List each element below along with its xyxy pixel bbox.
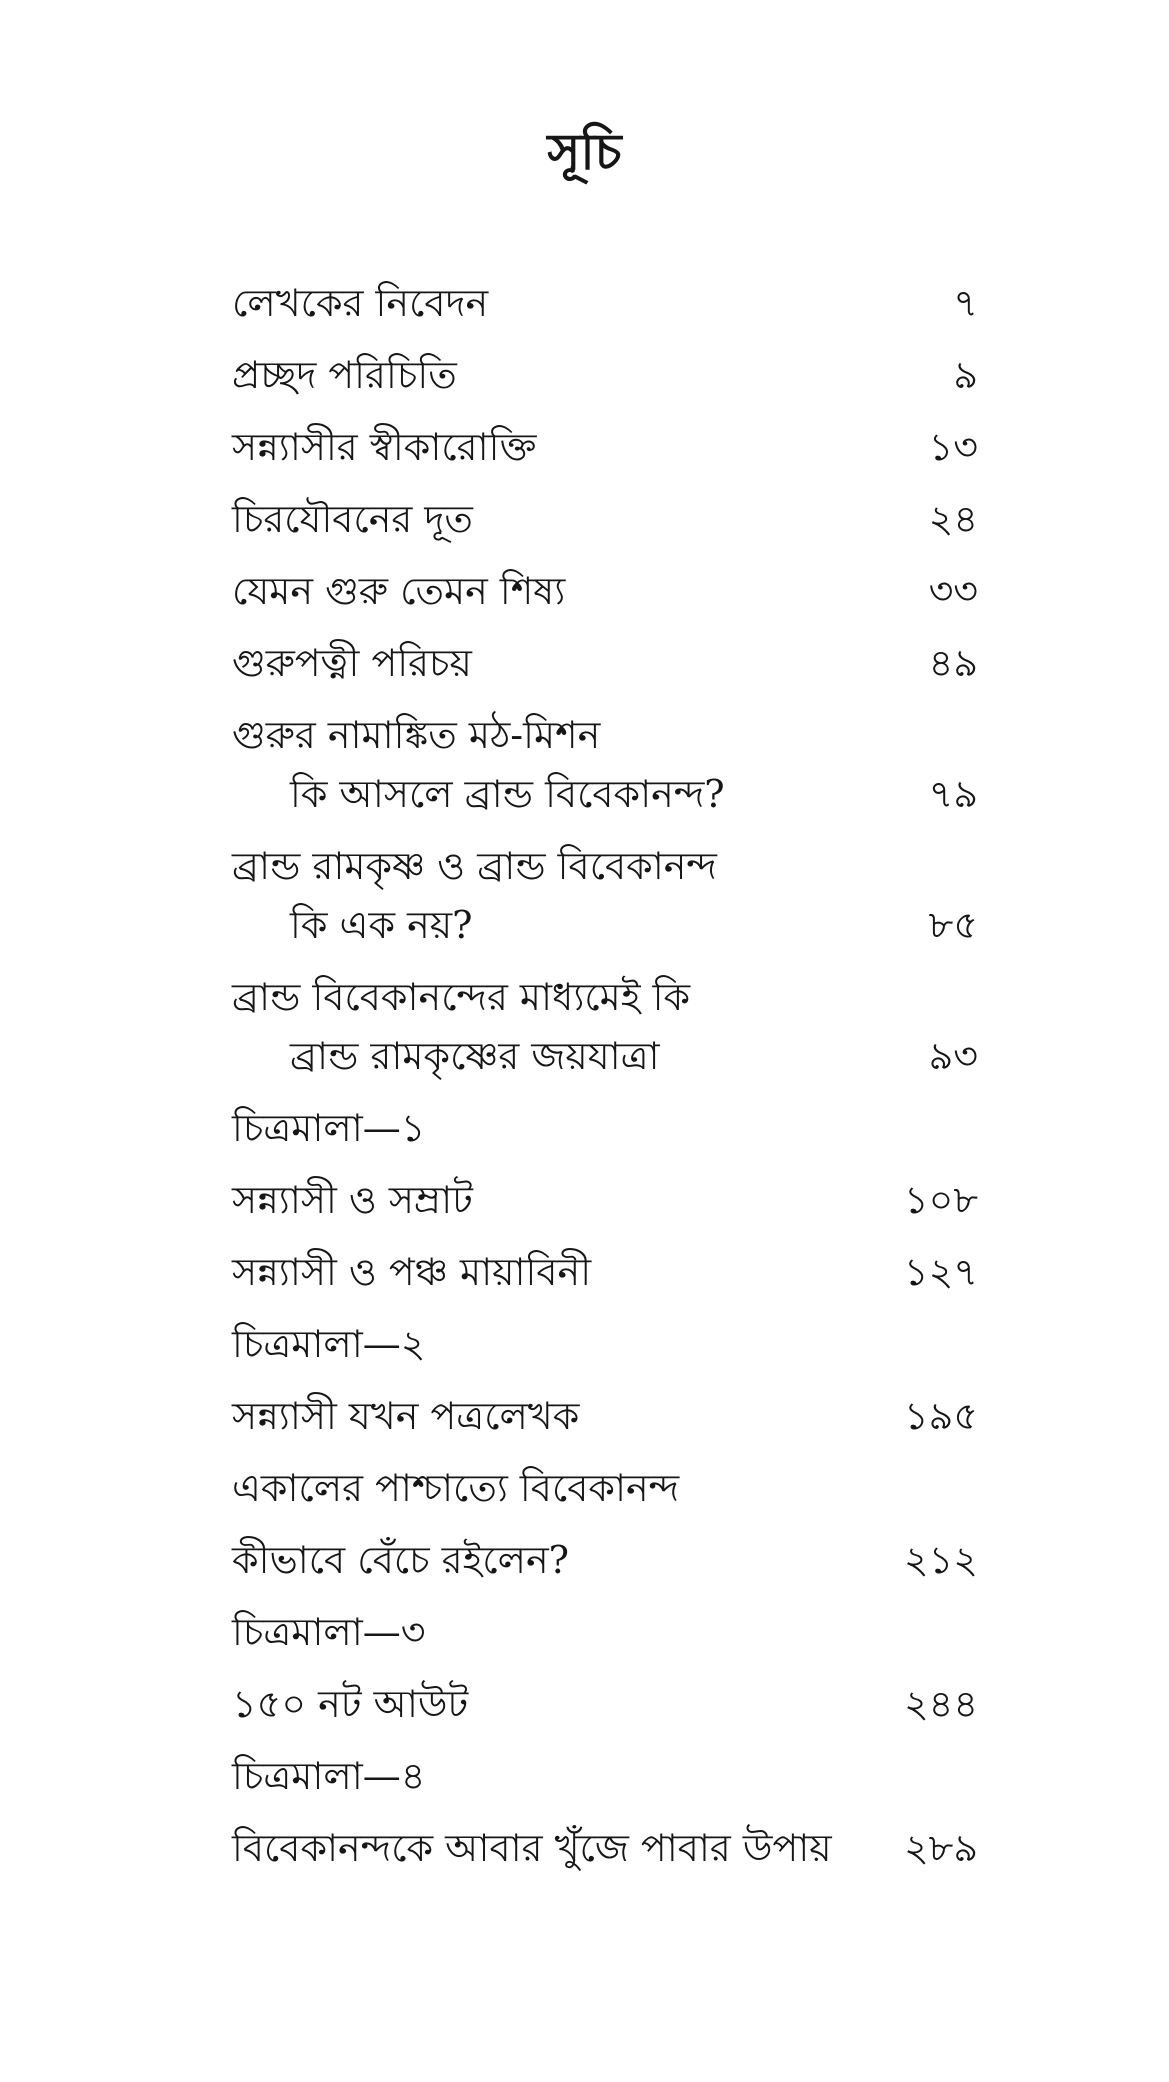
toc-page-number: ৮৫: [928, 903, 978, 947]
toc-entry-title: সন্ন্যাসী ও সম্রাট: [232, 1178, 473, 1222]
toc-entry-title: গুরুর নামাঙ্কিত মঠ-মিশন: [232, 713, 601, 757]
toc-entry-title: ব্রান্ড বিবেকানন্দের মাধ্যমেই কি: [232, 975, 691, 1019]
toc-page-number: ২৪: [928, 497, 978, 541]
toc-page-number: ২৪৪: [903, 1682, 978, 1726]
toc-page-number: ৩৩: [928, 569, 978, 613]
toc-entry-title: চিত্রমালা—২: [232, 1322, 426, 1366]
toc-entry-subtitle: কি এক নয়?: [290, 903, 473, 947]
toc-entry: [232, 494, 982, 566]
toc-page-number: ১০৮: [903, 1178, 978, 1222]
page-title: সূচি: [547, 122, 622, 181]
toc-entry: [232, 1679, 982, 1751]
toc-entry-title: কীভাবে বেঁচে রইলেন?: [232, 1538, 570, 1582]
toc-entry: [232, 1751, 982, 1823]
toc-page-number: ২৮৯: [903, 1826, 978, 1870]
toc-entry: [232, 1463, 982, 1535]
toc-entry-title: চিত্রমালা—১: [232, 1106, 426, 1150]
toc-page-number: ২১২: [903, 1538, 978, 1582]
toc-entry-title: যেমন গুরু তেমন শিষ্য: [232, 569, 566, 613]
toc-entry: [232, 841, 982, 972]
toc-page-number: ১৯৫: [904, 1394, 978, 1438]
toc-entry-title: সন্ন্যাসী ও পঞ্চ মায়াবিনী: [232, 1250, 592, 1294]
toc-page-number: ৯: [953, 353, 978, 397]
toc-page-number: ১২৭: [903, 1250, 978, 1294]
toc-page-number: ১৩: [928, 425, 978, 469]
toc-entry: [232, 278, 982, 350]
table-of-contents: [232, 278, 982, 1895]
toc-entry-title: চিত্রমালা—৪: [232, 1754, 426, 1798]
toc-entry: [232, 350, 982, 422]
toc-entry: [232, 1103, 982, 1175]
toc-entry: [232, 972, 982, 1103]
toc-entry: [232, 1247, 982, 1319]
toc-entry-title: গুরুপত্নী পরিচয়: [232, 641, 472, 685]
toc-entry-title: একালের পাশ্চাত্যে বিবেকানন্দ: [232, 1466, 680, 1510]
toc-page-number: ৭৯: [928, 772, 978, 816]
toc-entry: [232, 1175, 982, 1247]
toc-entry-title: প্রচ্ছদ পরিচিতি: [232, 353, 457, 397]
toc-entry-title: ১৫০ নট আউট: [232, 1682, 469, 1726]
toc-entry: [232, 1319, 982, 1391]
toc-entry: [232, 1391, 982, 1463]
toc-entry: [232, 638, 982, 710]
toc-page-number: ৭: [953, 281, 978, 325]
toc-entry: [232, 1535, 982, 1607]
toc-entry: [232, 422, 982, 494]
toc-entry-subtitle: কি আসলে ব্রান্ড বিবেকানন্দ?: [290, 772, 725, 816]
toc-entry: [232, 566, 982, 638]
toc-entry-title: চিরযৌবনের দূত: [232, 497, 473, 541]
toc-entry-title: চিত্রমালা—৩: [232, 1610, 426, 1654]
toc-entry: [232, 1823, 982, 1895]
toc-entry-title: সন্ন্যাসী যখন পত্রলেখক: [232, 1394, 580, 1438]
toc-entry-title: লেখকের নিবেদন: [232, 281, 489, 325]
toc-page-number: ৪৯: [928, 641, 978, 685]
toc-page-number: ৯৩: [928, 1034, 978, 1078]
toc-entry-subtitle: ব্রান্ড রামকৃষ্ণের জয়যাত্রা: [290, 1034, 660, 1078]
toc-entry-title: সন্ন্যাসীর স্বীকারোক্তি: [232, 425, 537, 469]
toc-entry-title: ব্রান্ড রামকৃষ্ণ ও ব্রান্ড বিবেকানন্দ: [232, 844, 717, 888]
toc-entry: [232, 1607, 982, 1679]
toc-entry-title: বিবেকানন্দকে আবার খুঁজে পাবার উপায়: [232, 1826, 832, 1870]
toc-entry: [232, 710, 982, 841]
